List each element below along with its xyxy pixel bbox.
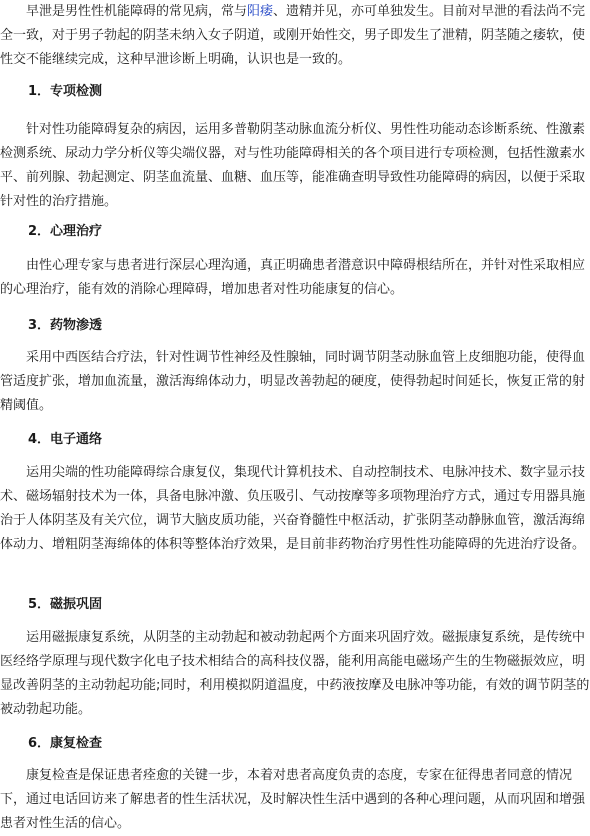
section-body-1: 针对性功能障碍复杂的病因，运用多普勒阴茎动脉血流分析仪、男性性功能动态诊断系统、性激素检测系统、尿动力学分析仪等尖端仪器，对与性功能障碍相关的各个项目进行专项检测，包括性激素水平、前列腺、勃起测定、阴茎血流量、血糖、血压等，能准确查明导致性功能障碍的病因，以便于采取针对性的治疗措施。: [0, 122, 586, 209]
section-heading-2: 2．心理治疗: [28, 224, 103, 239]
section-heading-4: 4．电子通络: [28, 432, 103, 447]
section-body-5: 运用磁振康复系统，从阴茎的主动勃起和被动勃起两个方面来巩固疗效。磁振康复系统，是传统中医经络学原理与现代数字化电子技术相结合的高科技仪器，能利用高能电磁场产生的生物磁振效应，明显改善阴茎的主动勃起功能;同时，利用模拟阴道温度，中药液按摩及电脉冲等功能，有效的调节阴茎的被动勃起功能。: [0, 630, 590, 717]
yangwei-link[interactable]: 阳痿: [247, 4, 274, 19]
section-heading-3: 3．药物渗透: [28, 318, 103, 333]
intro-text-before: 早泄是男性性机能障碍的常见病，常与: [26, 4, 248, 19]
section-body-2: 由性心理专家与患者进行深层心理沟通，真正明确患者潜意识中障碍根结所在，并针对性采取相应的心理治疗，能有效的消除心理障碍，增加患者对性功能康复的信心。: [0, 258, 586, 297]
section-body-3: 采用中西医结合疗法，针对性调节性神经及性腺轴，同时调节阴茎动脉血管上皮细胞功能，使得血管适度扩张，增加血流量，激活海绵体动力，明显改善勃起的硬度，使得勃起时间延长，恢复正常的射精阈值。: [0, 350, 586, 413]
section-body-6: 康复检查是保证患者痊愈的关键一步，本着对患者高度负责的态度，专家在征得患者同意的情况下，通过电话回访来了解患者的性生活状况，及时解决性生活中遇到的各种心理问题，从而巩固和增强患者对性生活的信心。: [0, 768, 586, 831]
intro-text-after: 、遗精并见，亦可单独发生。目前对早泄的看法尚不完全一致，对于男子勃起的阴茎未纳入女子阴道，或刚开始性交，男子即发生了泄精，阴茎随之痿软，使性交不能继续完成，这种早泄诊断上明确，认识也是一致的。: [0, 4, 586, 67]
section-body-4: 运用尖端的性功能障碍综合康复仪，集现代计算机技术、自动控制技术、电脉冲技术、数字显示技术、磁场辐射技术为一体，具备电脉冲激、负压吸引、气动按摩等多项物理治疗方式，通过专用器具施治于人体阴茎及有关穴位，调节大脑皮质功能，兴奋脊髓性中枢活动，扩张阴茎动静脉血管，激活海绵体动力、增粗阴茎海绵体的体积等整体治疗效果，是目前非药物治疗男性性功能障碍的先进治疗设备。: [0, 465, 586, 552]
section-heading-1: 1．专项检测: [28, 84, 103, 99]
intro-paragraph: [0, 0, 590, 72]
section-heading-5: 5．磁振巩固: [28, 597, 103, 612]
section-heading-6: 6．康复检查: [28, 736, 103, 751]
